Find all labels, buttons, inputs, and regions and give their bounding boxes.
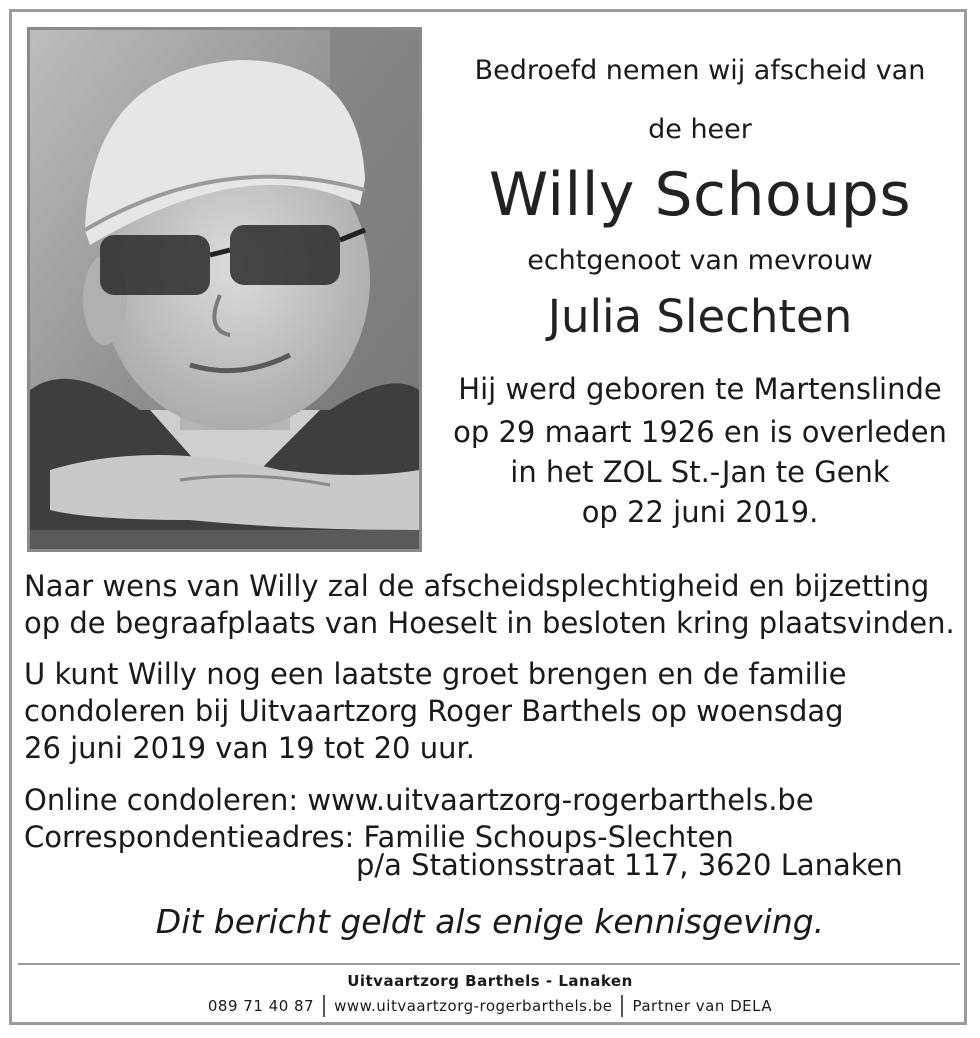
birth-death-line: op 29 maart 1926 en is overleden — [453, 415, 947, 449]
footer-contact-row — [0, 995, 980, 1017]
intro-text: Bedroefd nemen wij afscheid van — [474, 55, 926, 86]
ceremony-paragraph — [24, 568, 954, 642]
condolence-line: 26 juni 2019 van 19 tot 20 uur. — [24, 731, 475, 765]
footer-partner: Partner van DELA — [632, 997, 773, 1015]
footer-website: www.uitvaartzorg-rogerbarthels.be — [334, 997, 613, 1015]
footer-divider — [18, 963, 960, 965]
condolence-line: condoleren bij Uitvaartzorg Roger Barthels op woensdag — [24, 694, 844, 728]
portrait-photo — [27, 27, 422, 552]
correspondence-address-line2: p/a Stationsstraat 117, 3620 Lanaken — [356, 848, 903, 882]
spouse-intro: echtgenoot van mevrouw — [527, 245, 873, 276]
footer-separator — [621, 995, 623, 1017]
condolence-line: U kunt Willy nog een laatste groet brengen en de familie — [24, 657, 847, 691]
spouse-name: Julia Slechten — [547, 290, 853, 343]
closing-statement: Dit bericht geldt als enige kennisgeving. — [155, 902, 825, 941]
ceremony-line: op de begraafplaats van Hoeselt in besloten kring plaatsvinden. — [24, 606, 955, 640]
footer-company: Uitvaartzorg Barthels - Lanaken — [347, 972, 633, 990]
birth-death-line: in het ZOL St.-Jan te Genk — [510, 455, 890, 489]
footer-separator — [323, 995, 325, 1017]
birth-death-line: Hij werd geboren te Martenslinde — [458, 372, 942, 406]
deceased-name: Willy Schoups — [488, 160, 912, 230]
ceremony-line: Naar wens van Willy zal de afscheidsplechtigheid en bijzetting — [24, 569, 930, 603]
contact-paragraph — [24, 782, 954, 856]
birth-death-line: op 22 juni 2019. — [581, 495, 819, 529]
footer-phone: 089 71 40 87 — [207, 997, 315, 1015]
portrait-illustration — [30, 30, 419, 549]
condolence-paragraph — [24, 656, 954, 767]
title-prefix: de heer — [648, 114, 752, 145]
online-condolence: Online condoleren: www.uitvaartzorg-rogerbarthels.be — [24, 783, 814, 817]
correspondence-address: Correspondentieadres: Familie Schoups-Slechten — [24, 820, 734, 854]
